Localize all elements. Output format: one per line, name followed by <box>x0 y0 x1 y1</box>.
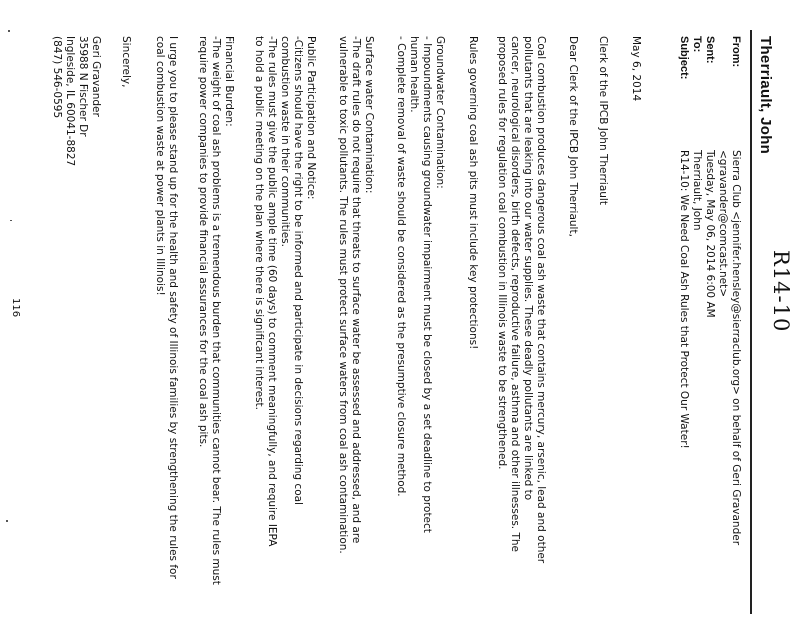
scan-speck <box>8 30 10 32</box>
salutation: Dear Clerk of the IPCB John Therriault, <box>567 36 579 237</box>
from-value-cont: <gravander@comcast.net> <box>717 150 729 298</box>
participation-line-2: combustion waste in their communities. <box>279 36 291 247</box>
scan-speck <box>10 220 12 221</box>
letter-date: May 6, 2014 <box>630 36 642 102</box>
signature-city: Ingleside, IL 60041-8827 <box>64 36 76 167</box>
body-line-1: Coal combustion produces dangerous coal ash waste that contains mercury, arsenic, lead and other <box>535 36 547 564</box>
groundwater-line-1: - Impoundments causing groundwater impairment must be closed by a set deadline to protect <box>421 36 433 533</box>
participation-line-4: to hold a public meeting on the plan where there is significant interest. <box>253 36 265 411</box>
from-label: From: <box>730 36 742 68</box>
financial-line-1: -The weight of coal ash problems is a tremendous burden that communities cannot bear. The rules must <box>210 36 222 585</box>
from-value: Sierra Club <jennifer.hensley@sierraclub.org> on behalf of Geri Gravander <box>730 150 742 546</box>
body-line-4: proposed rules for regulation coal combustion in Illinois waste to be strengthened. <box>496 36 508 470</box>
intro-line: Rules governing coal ash pits must include key protections! <box>467 36 479 350</box>
body-line-3: cancer, neurological disorders, birth defects, reproductive failure, asthma and other illnesses. The <box>509 36 521 552</box>
body-line-2: pollutants that are leaking into our water supplies. These deadly pollutants are linked to <box>522 36 534 501</box>
closing-line-1: I urge you to please stand up for the health and safety of Illinois families by strengthening the rules for <box>167 36 179 579</box>
financial-line-2: require power companies to provide financial assurances for the coal ash pits. <box>197 36 209 448</box>
section-heading-financial: Financial Burden: <box>223 36 235 127</box>
to-label: To: <box>691 36 703 53</box>
sent-value: Tuesday, May 06, 2014 6:00 AM <box>704 150 716 318</box>
signature-phone: (847) 546-0595 <box>51 36 63 119</box>
header-rule <box>750 30 752 614</box>
to-value: Therriault, John <box>691 150 703 231</box>
participation-line-1: -Citizens should have the right to be informed and participate in decisions regarding coal <box>292 36 304 505</box>
closing-line-2: coal combustion waste at power plants in Illinois! <box>154 36 166 296</box>
groundwater-line-3: - Complete removal of waste should be considered as the presumptive closure method. <box>395 36 407 497</box>
sent-label: Sent: <box>704 36 716 64</box>
participation-line-3: -The rules must give the public ample time (60 days) to comment meaningfully, and require IEPA <box>266 36 278 547</box>
subject-value: R14-10: We Need Coal Ash Rules that Protect Our Water! <box>678 150 690 449</box>
docket-stamp: R14-10 <box>769 250 793 333</box>
subject-label: Subject: <box>678 36 690 80</box>
section-heading-groundwater: Groundwater Contamination: <box>434 36 446 189</box>
signature-name: Geri Gravander <box>90 36 102 117</box>
surface-line-1: -The draft rules do not require that threats to surface water be assessed and addressed, and are <box>350 36 362 544</box>
groundwater-line-2: human health. <box>408 36 420 113</box>
signoff: Sincerely, <box>120 36 132 88</box>
section-heading-public-participation: Public Participation and Notice: <box>305 36 317 200</box>
section-heading-surface-water: Surface water Contamination: <box>363 36 375 194</box>
surface-line-2: vulnerable to toxic pollutants. The rules must protect surface waters from coal ash contamination. <box>337 36 349 554</box>
addressee: Clerk of the IPCB John Therriault <box>597 36 609 205</box>
page-number: 116 <box>10 298 21 318</box>
signature-street: 35988 N Fischer Dr <box>77 36 89 137</box>
sender-name: Therriault, John <box>757 36 774 155</box>
scan-speck <box>6 520 8 522</box>
